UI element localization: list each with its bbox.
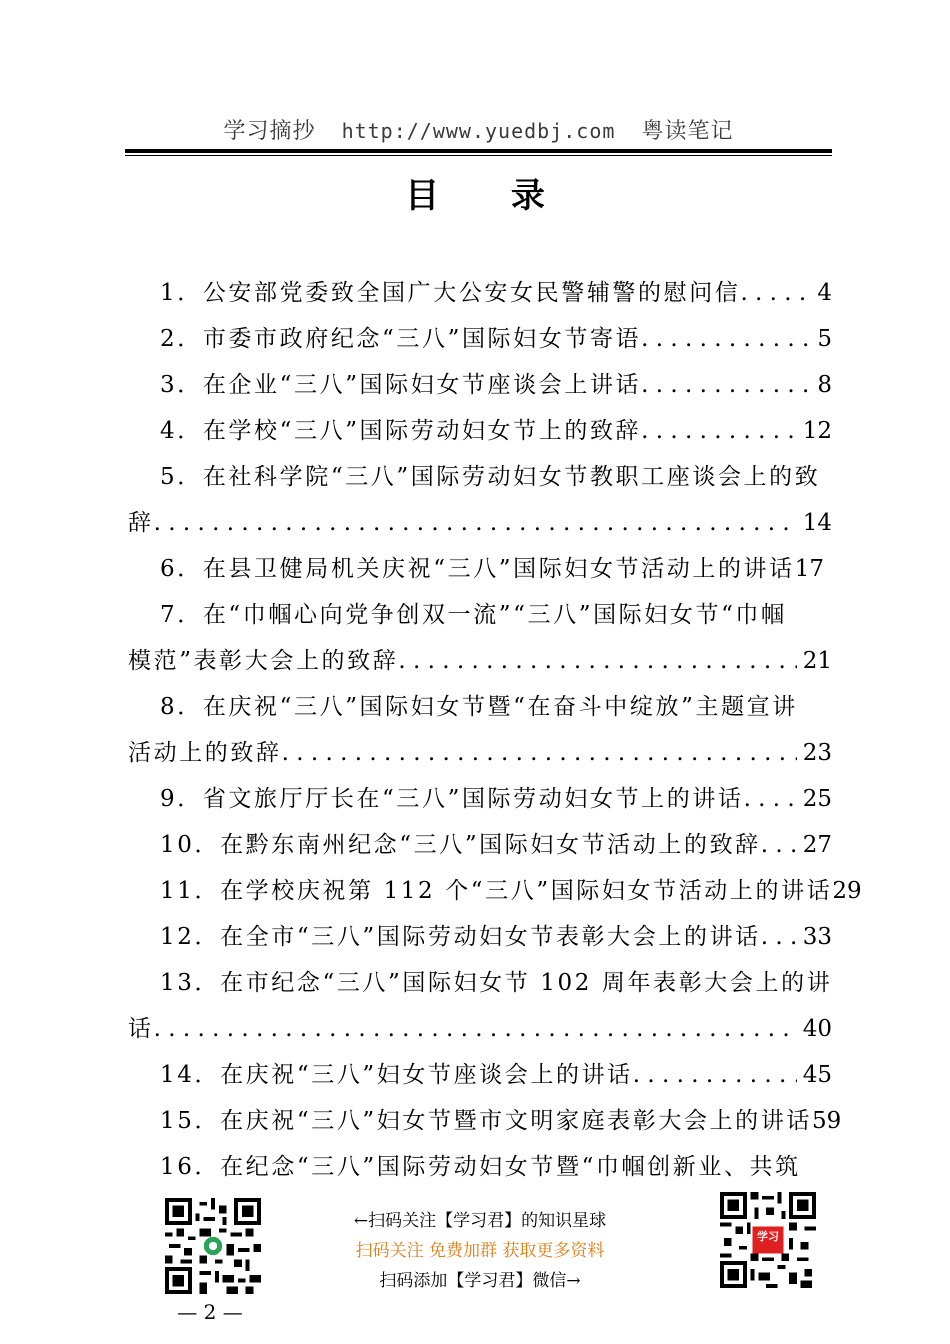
toc-page-number: 59 — [811, 1108, 842, 1134]
toc-entry-title: 8．在庆祝“三八”国际妇女节暨“在奋斗中绽放”主题宣讲 — [160, 694, 798, 720]
qr-code-left-icon — [165, 1198, 261, 1294]
page-title: 目 录 — [405, 176, 575, 216]
header-rule-thick — [125, 149, 832, 153]
toc-entry[interactable] — [128, 546, 832, 592]
toc-page-number: 14 — [802, 510, 832, 536]
toc-entry-title: 6．在县卫健局机关庆祝“三八”国际妇女节活动上的讲话 — [160, 556, 795, 582]
toc-entry-title: 13．在市纪念“三八”国际妇女节 102 周年表彰大会上的讲 — [160, 970, 833, 996]
toc-leader-dots — [398, 638, 796, 684]
toc-leader-dots — [282, 730, 797, 776]
footer-promo — [300, 1206, 660, 1296]
toc-entry-continuation[interactable] — [128, 638, 832, 684]
toc-entry-title: 7．在“巾帼心向党争创双一流”“三八”国际妇女节“巾帼 — [160, 602, 787, 628]
toc-entry[interactable] — [128, 868, 862, 914]
toc-page-number: 45 — [802, 1062, 832, 1088]
toc-entry-title: 9．省文旅厅厅长在“三八”国际劳动妇女节上的讲话 — [160, 786, 744, 812]
toc-entry-title: 12．在全市“三八”国际劳动妇女节表彰大会上的讲话 — [160, 924, 761, 950]
toc-leader-dots — [641, 362, 811, 408]
toc-entry-title-continued: 模范”表彰大会上的致辞 — [128, 648, 399, 674]
toc-leader-dots — [761, 822, 797, 868]
qr-badge-label: 学习 — [757, 1230, 779, 1243]
toc-entry[interactable] — [128, 454, 832, 500]
toc-page-number: 5 — [817, 326, 832, 352]
toc-entry-continuation[interactable] — [128, 500, 832, 546]
toc-entry[interactable] — [128, 822, 832, 868]
toc-entry[interactable] — [128, 1144, 832, 1190]
toc-page-number: 27 — [802, 832, 832, 858]
toc-entry-title: 14．在庆祝“三八”妇女节座谈会上的讲话 — [160, 1062, 633, 1088]
toc-entry[interactable] — [128, 960, 832, 1006]
toc-leader-dots — [633, 1052, 797, 1098]
toc-entry-title: 11．在学校庆祝第 112 个“三八”国际妇女节活动上的讲话 — [160, 878, 833, 904]
toc-entry[interactable] — [128, 1052, 832, 1098]
toc-leader-dots — [154, 500, 797, 546]
toc-page-number: 12 — [802, 418, 832, 444]
table-of-contents — [128, 270, 862, 1190]
header-rule-thin — [125, 155, 832, 156]
footer-line-3: 扫码添加【学习君】微信→ — [379, 1271, 581, 1291]
toc-page-number: 17 — [794, 556, 825, 582]
toc-page-number: 21 — [802, 648, 832, 674]
page-number: — 2 — — [177, 1300, 243, 1324]
toc-page-number: 8 — [817, 372, 832, 398]
toc-entry-continuation[interactable] — [128, 730, 832, 776]
toc-entry-title: 15．在庆祝“三八”妇女节暨市文明家庭表彰大会上的讲话 — [160, 1108, 812, 1134]
toc-entry[interactable] — [128, 1098, 842, 1144]
toc-entry[interactable] — [128, 914, 832, 960]
toc-entry-title: 2．市委市政府纪念“三八”国际妇女节寄语 — [160, 326, 642, 352]
toc-entry[interactable] — [128, 408, 832, 454]
header-left-text: 学习摘抄 — [223, 119, 316, 144]
toc-entry[interactable] — [128, 316, 832, 362]
toc-entry-title: 10．在黔东南州纪念“三八”国际妇女节活动上的致辞 — [160, 832, 761, 858]
toc-entry-title: 16．在纪念“三八”国际劳动妇女节暨“巾帼创新业、共筑 — [160, 1154, 801, 1180]
toc-entry[interactable] — [128, 362, 832, 408]
toc-page-number: 40 — [802, 1016, 832, 1042]
toc-entry-title: 4．在学校“三八”国际劳动妇女节上的致辞 — [160, 418, 642, 444]
footer-line-2: 扫码关注 免费加群 获取更多资料 — [355, 1241, 605, 1261]
footer-line-1: ←扫码关注【学习君】的知识星球 — [353, 1211, 607, 1231]
toc-leader-dots — [154, 1006, 797, 1052]
toc-leader-dots — [641, 316, 811, 362]
toc-entry-continuation[interactable] — [128, 1006, 832, 1052]
toc-entry[interactable] — [128, 592, 832, 638]
toc-entry-title: 1．公安部党委致全国广大公安女民警辅警的慰问信 — [160, 280, 741, 306]
toc-entry[interactable] — [128, 776, 832, 822]
toc-leader-dots — [744, 776, 797, 822]
toc-leader-dots — [740, 270, 811, 316]
toc-entry-title: 3．在企业“三八”国际妇女节座谈会上讲话 — [160, 372, 642, 398]
toc-page-number: 25 — [802, 786, 832, 812]
toc-entry-title: 5．在社科学院“三八”国际劳动妇女节教职工座谈会上的致 — [160, 464, 821, 490]
toc-page-number: 29 — [832, 878, 862, 904]
page-header — [125, 114, 832, 145]
header-right-text: 粤读笔记 — [641, 119, 734, 144]
toc-page-number: 23 — [802, 740, 832, 766]
toc-page-number: 33 — [802, 924, 832, 950]
toc-entry-title-continued: 话 — [128, 1016, 154, 1042]
toc-page-number: 4 — [817, 280, 832, 306]
toc-entry[interactable] — [128, 684, 832, 730]
toc-leader-dots — [641, 408, 797, 454]
toc-leader-dots — [761, 914, 797, 960]
header-url[interactable]: http://www.yuedbj.com — [341, 119, 616, 143]
toc-entry[interactable] — [128, 270, 832, 316]
toc-entry-title-continued: 活动上的致辞 — [128, 740, 282, 766]
toc-entry-title-continued: 辞 — [128, 510, 154, 536]
